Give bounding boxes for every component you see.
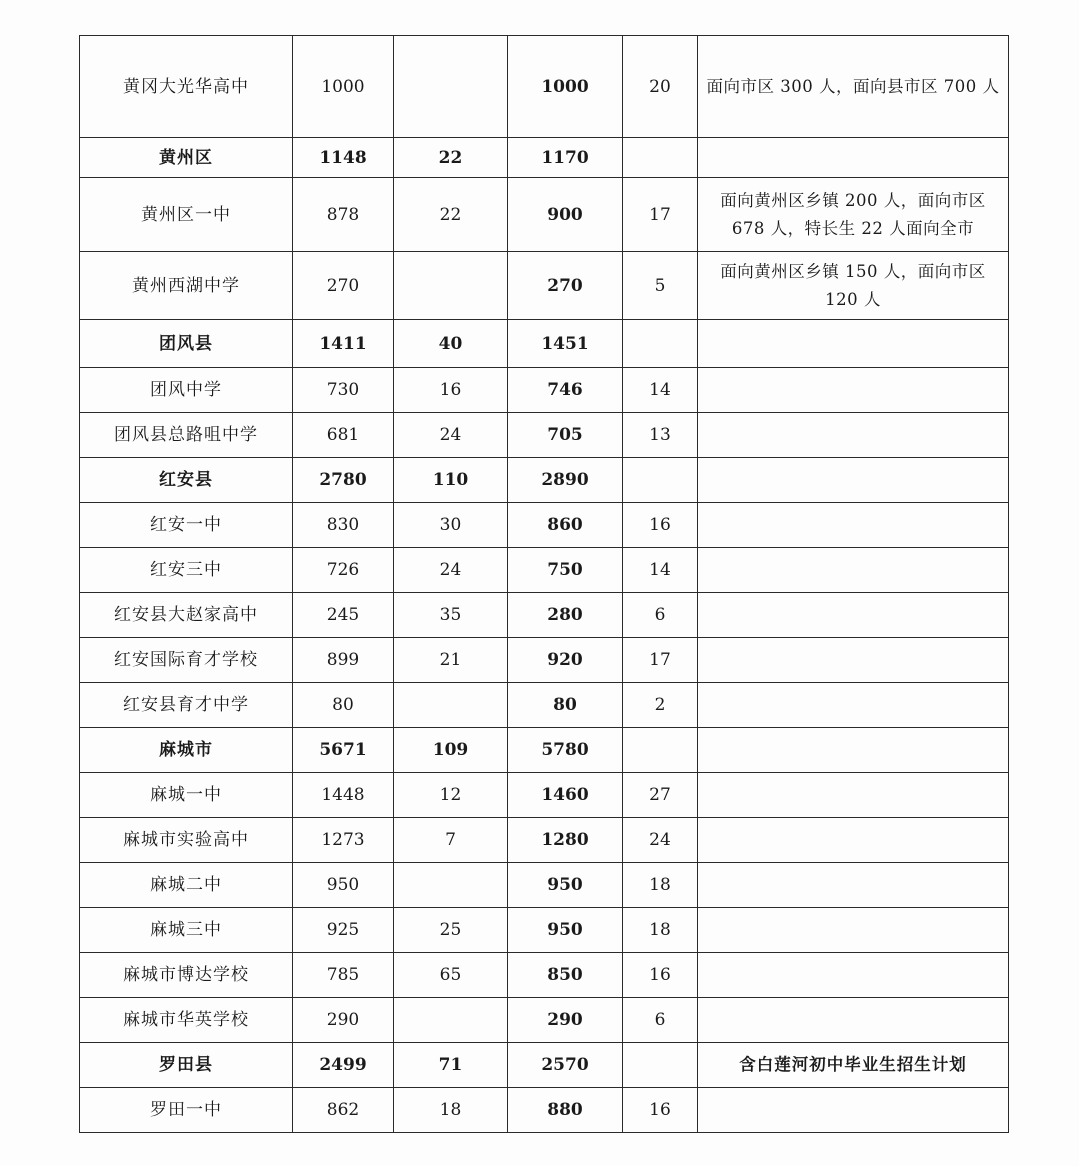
extra-count-cell: 22 <box>394 138 508 178</box>
school-name-cell: 团风县总路咀中学 <box>80 413 293 458</box>
plan-count-cell: 730 <box>293 368 394 413</box>
class-count-cell: 18 <box>623 908 698 953</box>
extra-count-cell: 18 <box>394 1088 508 1133</box>
extra-count-cell: 35 <box>394 593 508 638</box>
district-subtotal-row <box>80 458 1009 503</box>
table-row <box>80 773 1009 818</box>
plan-count-cell: 830 <box>293 503 394 548</box>
table-row <box>80 863 1009 908</box>
table-row <box>80 413 1009 458</box>
class-count-cell: 14 <box>623 368 698 413</box>
plan-count-cell: 878 <box>293 178 394 252</box>
note-cell <box>698 138 1009 178</box>
class-count-cell: 14 <box>623 548 698 593</box>
plan-count-cell: 1000 <box>293 36 394 138</box>
plan-count-cell: 925 <box>293 908 394 953</box>
extra-count-cell <box>394 36 508 138</box>
total-count-cell: 280 <box>508 593 623 638</box>
total-count-cell: 950 <box>508 908 623 953</box>
table-row <box>80 593 1009 638</box>
total-count-cell: 5780 <box>508 728 623 773</box>
table-row <box>80 638 1009 683</box>
extra-count-cell: 24 <box>394 548 508 593</box>
plan-count-cell: 785 <box>293 953 394 998</box>
class-count-cell: 16 <box>623 1088 698 1133</box>
extra-count-cell <box>394 683 508 728</box>
extra-count-cell <box>394 252 508 320</box>
extra-count-cell: 110 <box>394 458 508 503</box>
extra-count-cell: 30 <box>394 503 508 548</box>
note-cell <box>698 593 1009 638</box>
school-name-cell: 红安一中 <box>80 503 293 548</box>
total-count-cell: 850 <box>508 953 623 998</box>
table-row <box>80 953 1009 998</box>
class-count-cell: 24 <box>623 818 698 863</box>
class-count-cell <box>623 138 698 178</box>
note-cell <box>698 638 1009 683</box>
school-name-cell: 团风县 <box>80 320 293 368</box>
note-cell <box>698 320 1009 368</box>
class-count-cell: 17 <box>623 178 698 252</box>
total-count-cell: 1460 <box>508 773 623 818</box>
table-row <box>80 252 1009 320</box>
class-count-cell <box>623 1043 698 1088</box>
district-subtotal-row <box>80 728 1009 773</box>
plan-count-cell: 2780 <box>293 458 394 503</box>
table-row <box>80 683 1009 728</box>
note-cell <box>698 1088 1009 1133</box>
plan-count-cell: 1148 <box>293 138 394 178</box>
school-name-cell: 麻城市华英学校 <box>80 998 293 1043</box>
school-name-cell: 麻城市实验高中 <box>80 818 293 863</box>
school-name-cell: 黄州区 <box>80 138 293 178</box>
class-count-cell: 2 <box>623 683 698 728</box>
note-cell <box>698 818 1009 863</box>
total-count-cell: 2890 <box>508 458 623 503</box>
total-count-cell: 1170 <box>508 138 623 178</box>
total-count-cell: 1280 <box>508 818 623 863</box>
plan-count-cell: 80 <box>293 683 394 728</box>
class-count-cell: 6 <box>623 998 698 1043</box>
plan-count-cell: 681 <box>293 413 394 458</box>
total-count-cell: 1451 <box>508 320 623 368</box>
total-count-cell: 950 <box>508 863 623 908</box>
district-subtotal-row <box>80 138 1009 178</box>
table-row <box>80 818 1009 863</box>
class-count-cell: 27 <box>623 773 698 818</box>
table-row <box>80 178 1009 252</box>
extra-count-cell: 65 <box>394 953 508 998</box>
extra-count-cell: 24 <box>394 413 508 458</box>
plan-count-cell: 862 <box>293 1088 394 1133</box>
total-count-cell: 860 <box>508 503 623 548</box>
note-cell <box>698 413 1009 458</box>
plan-count-cell: 245 <box>293 593 394 638</box>
table-row <box>80 368 1009 413</box>
school-name-cell: 黄冈大光华高中 <box>80 36 293 138</box>
plan-count-cell: 1448 <box>293 773 394 818</box>
total-count-cell: 2570 <box>508 1043 623 1088</box>
class-count-cell: 13 <box>623 413 698 458</box>
district-subtotal-row <box>80 1043 1009 1088</box>
note-cell <box>698 503 1009 548</box>
school-name-cell: 红安县大赵家高中 <box>80 593 293 638</box>
table-row <box>80 908 1009 953</box>
enrollment-plan-table <box>79 35 1009 1133</box>
total-count-cell: 705 <box>508 413 623 458</box>
table-row <box>80 36 1009 138</box>
school-name-cell: 团风中学 <box>80 368 293 413</box>
total-count-cell: 750 <box>508 548 623 593</box>
total-count-cell: 900 <box>508 178 623 252</box>
school-name-cell: 罗田一中 <box>80 1088 293 1133</box>
plan-count-cell: 726 <box>293 548 394 593</box>
school-name-cell: 麻城市博达学校 <box>80 953 293 998</box>
total-count-cell: 1000 <box>508 36 623 138</box>
note-cell <box>698 458 1009 503</box>
note-cell <box>698 728 1009 773</box>
note-cell <box>698 773 1009 818</box>
class-count-cell: 6 <box>623 593 698 638</box>
plan-count-cell: 899 <box>293 638 394 683</box>
extra-count-cell <box>394 998 508 1043</box>
class-count-cell: 5 <box>623 252 698 320</box>
extra-count-cell: 40 <box>394 320 508 368</box>
class-count-cell: 18 <box>623 863 698 908</box>
note-cell <box>698 953 1009 998</box>
school-name-cell: 麻城二中 <box>80 863 293 908</box>
plan-count-cell: 270 <box>293 252 394 320</box>
note-cell: 面向黄州区乡镇 150 人，面向市区 120 人 <box>698 252 1009 320</box>
extra-count-cell: 25 <box>394 908 508 953</box>
total-count-cell: 746 <box>508 368 623 413</box>
table-row <box>80 998 1009 1043</box>
extra-count-cell <box>394 863 508 908</box>
class-count-cell <box>623 320 698 368</box>
total-count-cell: 290 <box>508 998 623 1043</box>
plan-count-cell: 2499 <box>293 1043 394 1088</box>
plan-count-cell: 950 <box>293 863 394 908</box>
school-name-cell: 罗田县 <box>80 1043 293 1088</box>
school-name-cell: 麻城市 <box>80 728 293 773</box>
extra-count-cell: 22 <box>394 178 508 252</box>
extra-count-cell: 71 <box>394 1043 508 1088</box>
note-cell <box>698 863 1009 908</box>
note-cell <box>698 548 1009 593</box>
district-subtotal-row <box>80 320 1009 368</box>
note-cell <box>698 908 1009 953</box>
total-count-cell: 80 <box>508 683 623 728</box>
school-name-cell: 黄州区一中 <box>80 178 293 252</box>
class-count-cell: 16 <box>623 953 698 998</box>
school-name-cell: 麻城三中 <box>80 908 293 953</box>
note-cell: 面向市区 300 人，面向县市区 700 人 <box>698 36 1009 138</box>
class-count-cell: 20 <box>623 36 698 138</box>
plan-count-cell: 5671 <box>293 728 394 773</box>
class-count-cell <box>623 728 698 773</box>
note-cell <box>698 368 1009 413</box>
extra-count-cell: 16 <box>394 368 508 413</box>
table-row <box>80 1088 1009 1133</box>
note-cell <box>698 998 1009 1043</box>
extra-count-cell: 109 <box>394 728 508 773</box>
school-name-cell: 麻城一中 <box>80 773 293 818</box>
school-name-cell: 红安国际育才学校 <box>80 638 293 683</box>
school-name-cell: 红安县 <box>80 458 293 503</box>
note-cell: 面向黄州区乡镇 200 人，面向市区 678 人，特长生 22 人面向全市 <box>698 178 1009 252</box>
total-count-cell: 270 <box>508 252 623 320</box>
class-count-cell <box>623 458 698 503</box>
class-count-cell: 17 <box>623 638 698 683</box>
school-name-cell: 红安三中 <box>80 548 293 593</box>
school-name-cell: 红安县育才中学 <box>80 683 293 728</box>
school-name-cell: 黄州西湖中学 <box>80 252 293 320</box>
total-count-cell: 920 <box>508 638 623 683</box>
extra-count-cell: 7 <box>394 818 508 863</box>
plan-count-cell: 1273 <box>293 818 394 863</box>
note-cell: 含白莲河初中毕业生招生计划 <box>698 1043 1009 1088</box>
plan-count-cell: 290 <box>293 998 394 1043</box>
note-cell <box>698 683 1009 728</box>
extra-count-cell: 21 <box>394 638 508 683</box>
plan-count-cell: 1411 <box>293 320 394 368</box>
table-row <box>80 503 1009 548</box>
total-count-cell: 880 <box>508 1088 623 1133</box>
class-count-cell: 16 <box>623 503 698 548</box>
extra-count-cell: 12 <box>394 773 508 818</box>
table-row <box>80 548 1009 593</box>
